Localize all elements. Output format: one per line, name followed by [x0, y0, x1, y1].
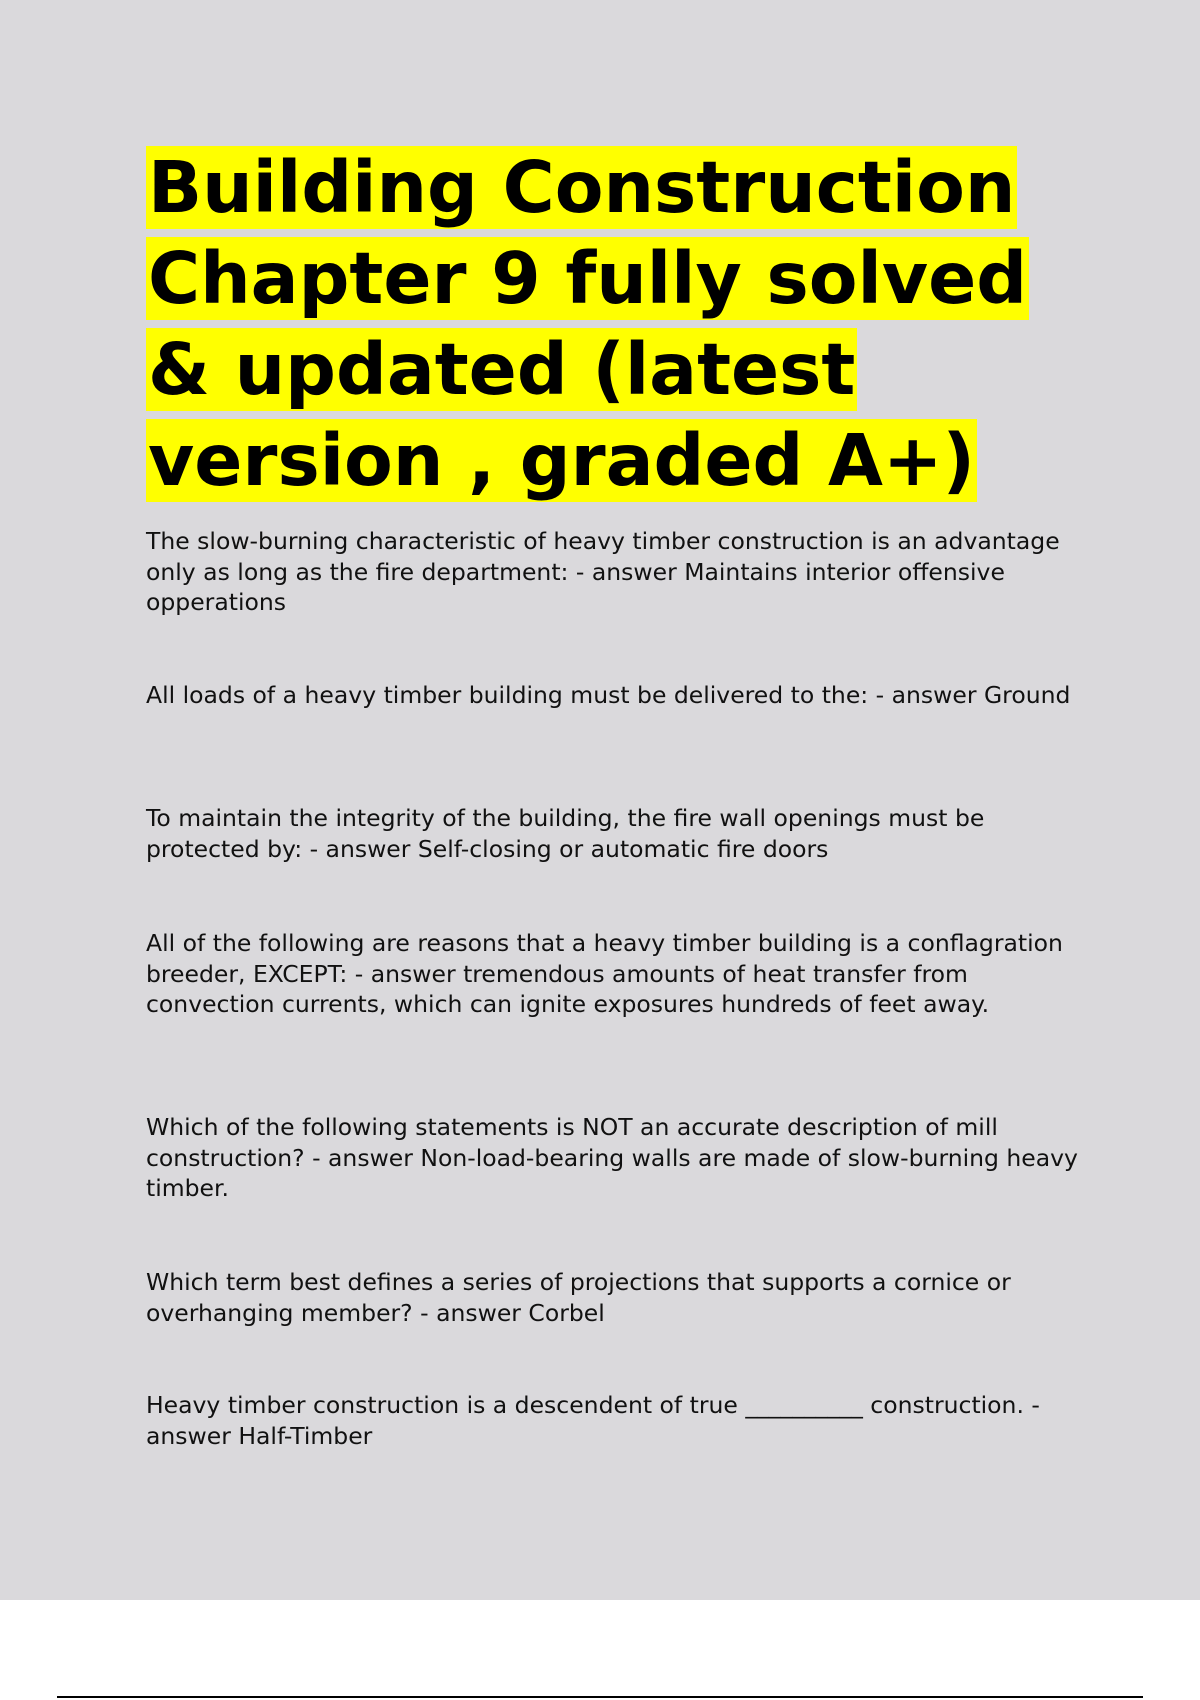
- qa-item-4: All of the following are reasons that a heavy timber building is a conflagration breeder, EXCEPT: - answer tremendous amounts of heat transfer from convection currents, which can ignite exposures hundreds of feet away.: [146, 929, 1063, 1018]
- footer-divider: [57, 1696, 1143, 1698]
- qa-item-1: The slow-burning characteristic of heavy timber construction is an advantage only as long as the fire department: - answer Maintains interior offensive opperations: [146, 527, 1060, 616]
- qa-item-6: Which term best defines a series of projections that supports a cornice or overhanging member? - answer Corbel: [146, 1268, 1011, 1327]
- qa-item-3: To maintain the integrity of the building, the fire wall openings must be protected by: - answer Self-closing or automatic fire doors: [146, 804, 985, 863]
- qa-item-7: Heavy timber construction is a descendent of true __________ construction. - answer Half-Timber: [146, 1391, 1040, 1450]
- title-highlight: Building Construction Chapter 9 fully solved & updated (latest version , graded A+): [148, 146, 1028, 502]
- qa-item-5: Which of the following statements is NOT an accurate description of mill construction? - answer Non-load-bearing walls are made of slow-burning heavy timber.: [146, 1113, 1078, 1202]
- qa-item-2: All loads of a heavy timber building must be delivered to the: - answer Ground: [146, 681, 1071, 709]
- document-title: [146, 142, 1086, 506]
